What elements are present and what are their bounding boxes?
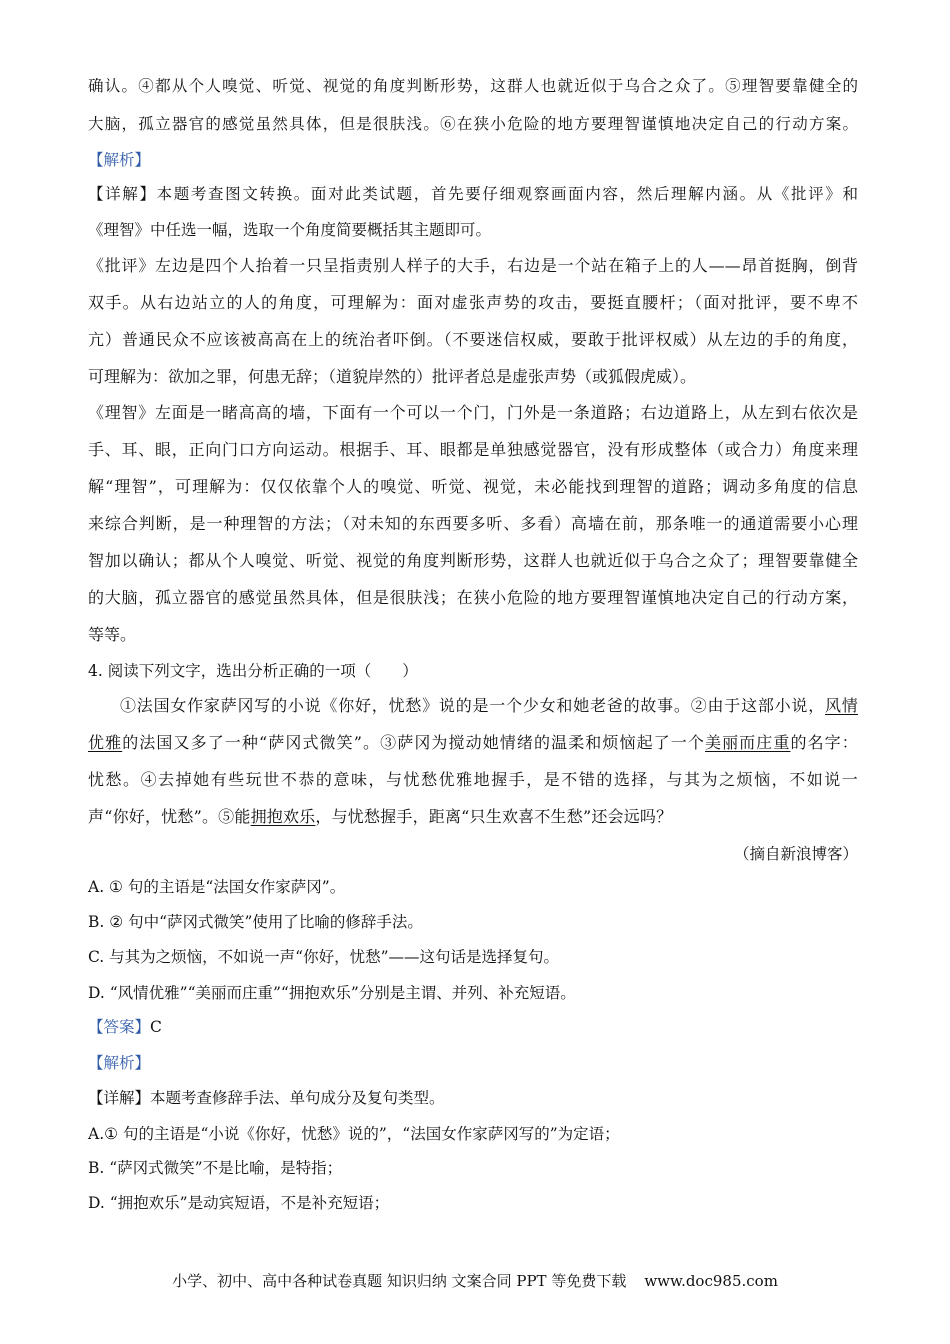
text-line: 确认。④都从个人嗅觉、听觉、视觉的角度判断形势，这群人也就近似于乌合之众了。⑤理智要靠健全的 bbox=[88, 77, 858, 95]
text-line: 来综合判断，是一种理智的方法；（对未知的东西要多听、多看）高墙在前，那条唯一的通道需要小心理 bbox=[88, 514, 858, 533]
text-line: 《批评》左边是四个人抬着一只呈指责别人样子的大手，右边是一个站在箱子上的人——昂首挺胸，倒背 bbox=[88, 256, 858, 275]
answer-line bbox=[88, 1017, 162, 1037]
underlined-phrase: 优雅 bbox=[88, 733, 123, 752]
text-line: 智加以确认；都从个人嗅觉、听觉、视觉的角度判断形势，这群人也就近似于乌合之众了；理智要靠健全 bbox=[88, 551, 858, 570]
text-line: 双手。从右边站立的人的角度，可理解为：面对虚张声势的攻击，要挺直腰杆；（面对批评，要不卑不 bbox=[88, 293, 858, 312]
option-b: B. ② 句中“萨冈式微笑”使用了比喻的修辞手法。 bbox=[88, 913, 423, 931]
page-footer bbox=[0, 1270, 950, 1291]
passage-line bbox=[88, 807, 672, 827]
detail-line bbox=[88, 1088, 445, 1108]
option-c: C. 与其为之烦恼，不如说一声“你好，忧愁”——这句话是选择复句。 bbox=[88, 948, 560, 966]
source-note: （摘自新浪博客） bbox=[733, 845, 858, 863]
passage-line bbox=[88, 733, 858, 753]
option-d: D. “风情优雅”“美丽而庄重”“拥抱欢乐”分别是主谓、并列、补充短语。 bbox=[88, 984, 576, 1002]
passage-text: 声“你好，忧愁”。⑤能 bbox=[88, 807, 251, 826]
text-line: 《理智》左面是一睹高高的墙，下面有一个可以一个门，门外是一条道路；右边道路上，从左到右依次是 bbox=[88, 403, 858, 422]
text-line: 解“理智”，可理解为：仅仅依靠个人的嗅觉、听觉、视觉，未必能找到理智的道路；调动多角度的信息 bbox=[88, 477, 858, 496]
detail-tag: 【详解】 bbox=[88, 185, 157, 203]
text-line: B. “萨冈式微笑”不是比喻，是特指； bbox=[88, 1159, 343, 1177]
footer-site-link[interactable]: www.doc985.com bbox=[644, 1272, 778, 1290]
answer-value: C bbox=[150, 1018, 162, 1036]
passage-text: ①法国女作家萨冈写的小说《你好，忧愁》说的是一个少女和她老爸的故事。②由于这部小说， bbox=[120, 696, 826, 715]
text-line: D. “拥抱欢乐”是动宾短语，不是补充短语； bbox=[88, 1194, 390, 1212]
analysis-tag: 【解析】 bbox=[88, 151, 151, 169]
text-line: 的大脑，孤立器官的感觉虽然具体，但是很肤浅；在狭小危险的地方要理智谨慎地决定自己的行动方案， bbox=[88, 588, 858, 607]
underlined-phrase: 风情 bbox=[825, 696, 859, 715]
text-line: 《理智》中任选一幅，选取一个角度简要概括其主题即可。 bbox=[88, 221, 492, 239]
option-a: A. ① 句的主语是“法国女作家萨冈”。 bbox=[88, 878, 346, 896]
passage-text: ，与忧愁握手，距离“只生欢喜不生愁”还会远吗？ bbox=[315, 807, 673, 826]
question-stem: 4. 阅读下列文字，选出分析正确的一项（ ） bbox=[88, 662, 418, 680]
analysis-tag: 【解析】 bbox=[88, 1054, 151, 1072]
text-line: 可理解为：欲加之罪，何患无辞；（道貌岸然的）批评者总是虚张声势（或狐假虎威）。 bbox=[88, 367, 697, 386]
text-line: 大脑，孤立器官的感觉虽然具体，但是很肤浅。⑥在狭小危险的地方要理智谨慎地决定自己的行动方案。 bbox=[88, 115, 858, 133]
passage-line: 忧愁。④去掉她有些玩世不恭的意味，与忧愁优雅地握手，是不错的选择，与其为之烦恼，不如说一 bbox=[88, 770, 858, 789]
passage-text: 的名字： bbox=[790, 733, 858, 752]
detail-text: 本题考查图文转换。面对此类试题，首先要仔细观察画面内容，然后理解内涵。从《批评》和 bbox=[156, 185, 858, 203]
passage-text: 的法国又多了一种“萨冈式微笑”。③萨冈为搅动她情绪的温柔和烦恼起了一个 bbox=[122, 733, 705, 752]
text-line: 等等。 bbox=[88, 625, 137, 644]
detail-tag: 【详解】 bbox=[88, 1089, 151, 1107]
detail-line bbox=[88, 184, 858, 204]
text-line: 亢）普通民众不应该被高高在上的统治者吓倒。（不要迷信权威，要敢于批评权威）从左边的手的角度， bbox=[88, 330, 858, 349]
text-line: A.① 句的主语是“小说《你好，忧愁》说的”，“法国女作家萨冈写的”为定语； bbox=[88, 1125, 620, 1143]
footer-text: 小学、初中、高中各种试卷真题 知识归纳 文案合同 PPT 等免费下载 bbox=[172, 1272, 627, 1290]
answer-tag: 【答案】 bbox=[88, 1018, 151, 1036]
detail-text: 本题考查修辞手法、单句成分及复句类型。 bbox=[150, 1089, 445, 1107]
underlined-phrase: 美丽而庄重 bbox=[704, 733, 791, 752]
passage-line bbox=[120, 696, 858, 716]
text-line: 手、耳、眼，正向门口方向运动。根据手、耳、眼都是单独感觉器官，没有形成整体（或合力）角度来理 bbox=[88, 440, 858, 459]
underlined-phrase: 拥抱欢乐 bbox=[250, 807, 316, 826]
